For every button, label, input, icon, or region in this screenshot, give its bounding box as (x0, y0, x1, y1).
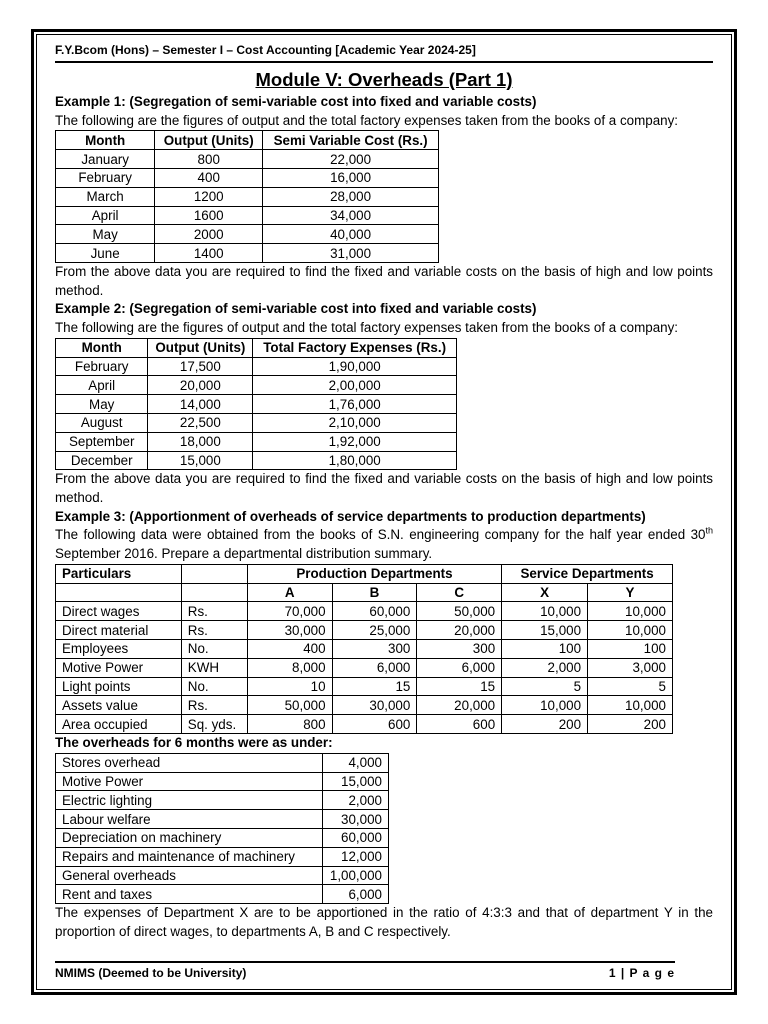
table-cell: May (56, 395, 148, 414)
table-cell: 22,500 (148, 413, 253, 432)
table-cell: 1600 (155, 206, 263, 225)
table-row (56, 395, 457, 414)
table-cell: 4,000 (323, 753, 389, 772)
table-cell: Stores overhead (56, 753, 323, 772)
table-cell: 600 (332, 715, 417, 734)
table-cell: February (56, 357, 148, 376)
table-cell: 60,000 (323, 828, 389, 847)
table-cell: 17,500 (148, 357, 253, 376)
table-row (56, 866, 389, 885)
table-cell: 15 (332, 677, 417, 696)
table-cell: 18,000 (148, 432, 253, 451)
table-cell: General overheads (56, 866, 323, 885)
table-cell: 1,92,000 (253, 432, 457, 451)
table-cell: 20,000 (417, 621, 502, 640)
example1-intro: The following are the figures of output and the total factory expenses taken from the books of a company: (55, 112, 679, 128)
table-cell: 31,000 (263, 244, 439, 263)
table-cell: 60,000 (332, 602, 417, 621)
table-cell: 6,000 (323, 885, 389, 904)
table-cell: 2,000 (323, 791, 389, 810)
table-cell: 1,90,000 (253, 357, 457, 376)
table-cell: May (56, 225, 155, 244)
page-title: Module V: Overheads (Part 1) (255, 69, 513, 90)
page-content (55, 40, 713, 942)
table-cell: 20,000 (417, 696, 502, 715)
column-header-unit (181, 564, 247, 583)
table-cell: 2000 (155, 225, 263, 244)
table-row (56, 753, 389, 772)
example2-table-body (56, 357, 457, 470)
example3-intro-text: The following data were obtained from the books of S.N. engineering company for the half year ended 30 (55, 527, 706, 543)
table-cell: 30,000 (247, 621, 332, 640)
table-cell: 25,000 (332, 621, 417, 640)
table-cell: 70,000 (247, 602, 332, 621)
table-cell: January (56, 150, 155, 169)
table-cell: 1,80,000 (253, 451, 457, 470)
example3-intro (55, 526, 713, 563)
table-cell: Repairs and maintenance of machinery (56, 847, 323, 866)
table-cell: 100 (502, 640, 588, 659)
table-row (56, 451, 457, 470)
table-cell: 1200 (155, 187, 263, 206)
table-cell: 16,000 (263, 169, 439, 188)
table-cell: 600 (417, 715, 502, 734)
example3-intro-text-end: September 2016. Prepare a departmental distribution summary. (55, 546, 433, 562)
example3-closing: The expenses of Department X are to be apportioned in the ratio of 4:3:3 and that of department Y in the proportion of direct wages, to departments A, B and C respectively. (55, 905, 713, 939)
dept-code: A (247, 583, 332, 602)
overheads-heading: The overheads for 6 months were as under: (55, 735, 333, 751)
table-cell: Labour welfare (56, 810, 323, 829)
table-row (56, 376, 457, 395)
table-row (56, 772, 389, 791)
table-row (56, 432, 457, 451)
table-cell: 5 (502, 677, 588, 696)
table-cell: 300 (417, 640, 502, 659)
dept-code: X (502, 583, 588, 602)
table-cell: 200 (502, 715, 588, 734)
table-cell: Rs. (181, 696, 247, 715)
table-cell: 15,000 (323, 772, 389, 791)
table-cell: 10 (247, 677, 332, 696)
table-row (56, 206, 439, 225)
column-header: Total Factory Expenses (Rs.) (253, 338, 457, 357)
table-cell: KWH (181, 658, 247, 677)
table-cell: 800 (155, 150, 263, 169)
table-cell: 5 (588, 677, 673, 696)
table-row (56, 602, 673, 621)
table-row (56, 150, 439, 169)
table-cell: 6,000 (417, 658, 502, 677)
table-row (56, 810, 389, 829)
course-header: F.Y.Bcom (Hons) – Semester I – Cost Accounting [Academic Year 2024-25] (55, 43, 476, 57)
example3-table-body (56, 602, 673, 734)
example3-heading: Example 3: (Apportionment of overheads of service departments to production departments) (55, 508, 646, 524)
column-header: Month (56, 131, 155, 150)
table-cell: Employees (56, 640, 182, 659)
column-header: Output (Units) (155, 131, 263, 150)
table-cell: 14,000 (148, 395, 253, 414)
table-cell: Direct wages (56, 602, 182, 621)
footer-page-number: 1 | P a g e (608, 966, 675, 980)
table-cell: Motive Power (56, 658, 182, 677)
table-header-row (56, 564, 673, 583)
example3-distribution-table (55, 564, 673, 734)
column-header-particulars: Particulars (56, 564, 182, 583)
table-cell: 200 (588, 715, 673, 734)
overheads-table (55, 753, 389, 904)
table-cell: Depreciation on machinery (56, 828, 323, 847)
table-cell: 50,000 (417, 602, 502, 621)
table-row (56, 828, 389, 847)
table-cell: April (56, 376, 148, 395)
table-cell: No. (181, 640, 247, 659)
example1-question: From the above data you are required to find the fixed and variable costs on the basis of high and low points method. (55, 263, 713, 298)
table-cell: 400 (247, 640, 332, 659)
example2-table (55, 338, 457, 471)
overheads-table-body (56, 753, 389, 903)
table-cell: 300 (332, 640, 417, 659)
example1-table-body (56, 150, 439, 263)
table-cell: 34,000 (263, 206, 439, 225)
table-cell: Rs. (181, 621, 247, 640)
example1-heading: Example 1: (Segregation of semi-variable cost into fixed and variable costs) (55, 94, 537, 109)
table-cell: Sq. yds. (181, 715, 247, 734)
table-cell: Rent and taxes (56, 885, 323, 904)
example2-heading: Example 2: (Segregation of semi-variable cost into fixed and variable costs) (55, 301, 537, 317)
table-header-row (56, 583, 673, 602)
table-cell: June (56, 244, 155, 263)
example1-table (55, 130, 439, 263)
table-row (56, 847, 389, 866)
table-cell: 6,000 (332, 658, 417, 677)
table-cell: 2,10,000 (253, 413, 457, 432)
table-cell: 1,76,000 (253, 395, 457, 414)
table-cell: Rs. (181, 602, 247, 621)
dept-code: Y (588, 583, 673, 602)
table-header-row (56, 131, 439, 150)
table-cell: 15,000 (502, 621, 588, 640)
example2-intro: The following are the figures of output and the total factory expenses taken from the books of a company: (55, 320, 679, 336)
table-cell: 1,00,000 (323, 866, 389, 885)
table-row (56, 244, 439, 263)
table-cell: August (56, 413, 148, 432)
ordinal-suffix: th (705, 526, 713, 537)
table-cell: 2,00,000 (253, 376, 457, 395)
table-row (56, 715, 673, 734)
table-cell: April (56, 206, 155, 225)
dept-code: B (332, 583, 417, 602)
table-row (56, 658, 673, 677)
table-cell: No. (181, 677, 247, 696)
table-cell: February (56, 169, 155, 188)
table-cell: 28,000 (263, 187, 439, 206)
table-row (56, 413, 457, 432)
table-cell: 1400 (155, 244, 263, 263)
table-cell: 2,000 (502, 658, 588, 677)
table-cell: Assets value (56, 696, 182, 715)
column-header: Month (56, 338, 148, 357)
table-cell: 22,000 (263, 150, 439, 169)
table-row (56, 677, 673, 696)
table-header-row (56, 338, 457, 357)
table-cell: 50,000 (247, 696, 332, 715)
table-cell: 15,000 (148, 451, 253, 470)
table-row (56, 885, 389, 904)
table-cell: 3,000 (588, 658, 673, 677)
table-cell: 20,000 (148, 376, 253, 395)
table-row (56, 791, 389, 810)
table-cell: 10,000 (502, 602, 588, 621)
table-cell: 800 (247, 715, 332, 734)
table-cell: 30,000 (332, 696, 417, 715)
table-cell: 10,000 (588, 621, 673, 640)
column-header: Output (Units) (148, 338, 253, 357)
table-cell: Electric lighting (56, 791, 323, 810)
empty-cell (181, 583, 247, 602)
table-row (56, 357, 457, 376)
table-cell: 10,000 (588, 602, 673, 621)
table-row (56, 169, 439, 188)
footer-institution: NMIMS (Deemed to be University) (55, 966, 247, 980)
empty-cell (56, 583, 182, 602)
table-cell: March (56, 187, 155, 206)
table-cell: 10,000 (588, 696, 673, 715)
table-cell: Light points (56, 677, 182, 696)
table-cell: Area occupied (56, 715, 182, 734)
table-cell: 15 (417, 677, 502, 696)
table-row (56, 640, 673, 659)
table-cell: September (56, 432, 148, 451)
example2-question: From the above data you are required to find the fixed and variable costs on the basis of high and low points method. (55, 471, 713, 506)
dept-code: C (417, 583, 502, 602)
table-cell: Motive Power (56, 772, 323, 791)
table-cell: December (56, 451, 148, 470)
header-rule (55, 61, 713, 63)
page-footer (55, 961, 675, 986)
column-header: Semi Variable Cost (Rs.) (263, 131, 439, 150)
table-cell: 400 (155, 169, 263, 188)
table-cell: 10,000 (502, 696, 588, 715)
column-header-service: Service Departments (502, 564, 673, 583)
table-row (56, 621, 673, 640)
table-row (56, 187, 439, 206)
table-cell: 100 (588, 640, 673, 659)
table-cell: 30,000 (323, 810, 389, 829)
column-header-production: Production Departments (247, 564, 501, 583)
table-row (56, 696, 673, 715)
table-cell: Direct material (56, 621, 182, 640)
table-cell: 40,000 (263, 225, 439, 244)
table-cell: 12,000 (323, 847, 389, 866)
table-cell: 8,000 (247, 658, 332, 677)
table-row (56, 225, 439, 244)
